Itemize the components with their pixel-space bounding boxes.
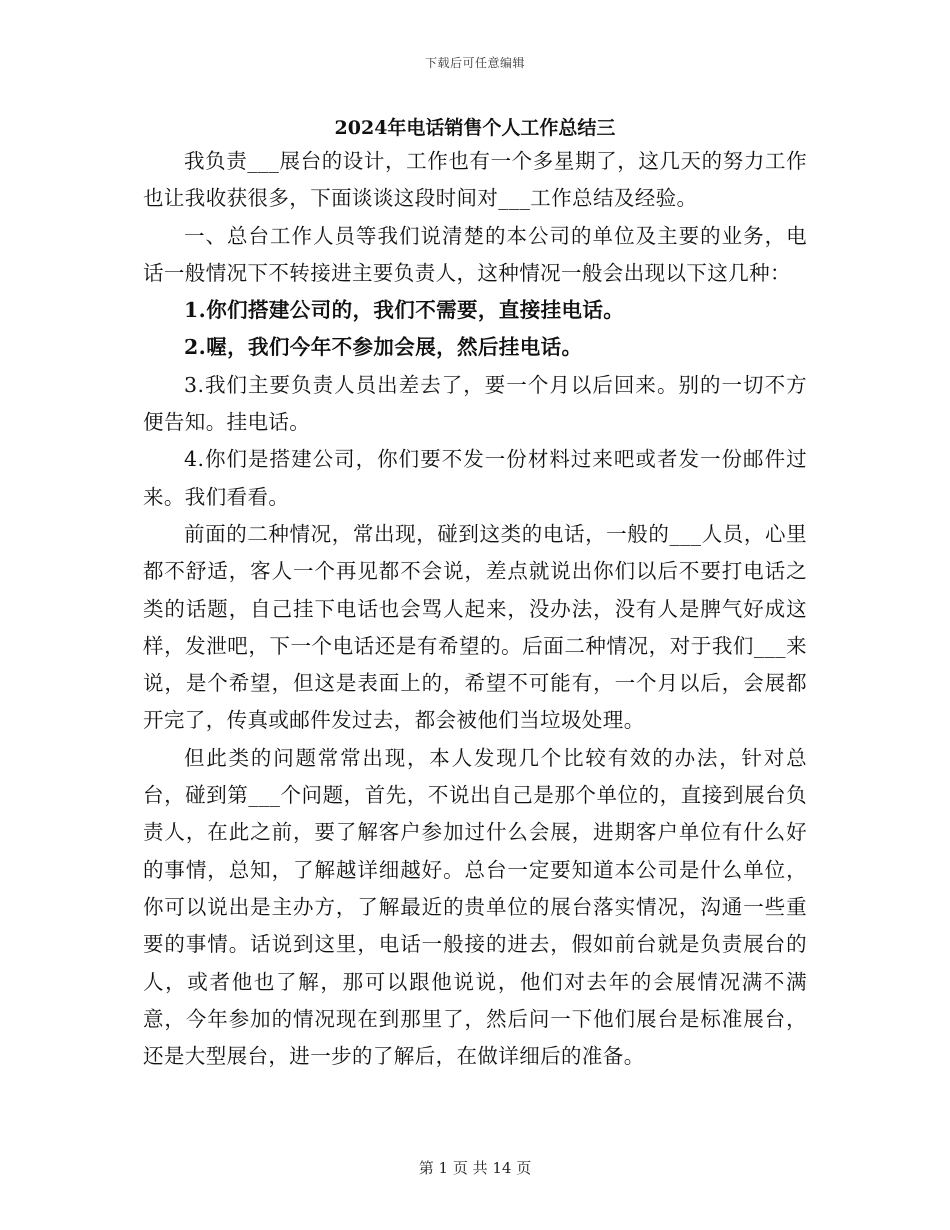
header-note: 下载后可任意编辑 <box>424 56 525 70</box>
list-item-2: 2.喔，我们今年不参加会展，然后挂电话。 <box>184 335 583 360</box>
page-number-footer: 第 1 页 共 14 页 <box>418 1159 532 1177</box>
paragraph-section-one: 一、总台工作人员等我们说清楚的本公司的单位及主要的业务，电话一般情况下不转接进主要负责人，这种情况一般会出现以下这几种： <box>143 223 807 285</box>
list-item-1: 1.你们搭建公司的，我们不需要，直接挂电话。 <box>184 298 625 323</box>
paragraph-intro: 我负责___展台的设计，工作也有一个多星期了，这几天的努力工作也让我收获很多，下面谈谈这段时间对___工作总结及经验。 <box>143 149 807 211</box>
paragraph-analysis: 前面的二种情况，常出现，碰到这类的电话，一般的___人员，心里都不舒适，客人一个再见都不会说，差点就说出你们以后不要打电话之类的话题，自己挂下电话也会骂人起来，没办法，没有人是脾气好成这样，发泄吧，下一个电话还是有希望的。后面二种情况，对于我们___来说，是个希望，但这是表面上的，希望不可能有，一个月以后，会展都开完了，传真或邮件发过去，都会被他们当垃圾处理。 <box>143 521 807 733</box>
list-item-4: 4.你们是搭建公司，你们要不发一份材料过来吧或者发一份邮件过来。我们看看。 <box>143 447 807 509</box>
document-body <box>143 143 807 1075</box>
list-item-3: 3.我们主要负责人员出差去了，要一个月以后回来。别的一切不方便告知。挂电话。 <box>143 372 807 435</box>
paragraph-solution: 但此类的问题常常出现，本人发现几个比较有效的办法，针对总台，碰到第___个问题，首先，不说出自己是那个单位的，直接到展台负责人，在此之前，要了解客户参加过什么会展，进期客户单位有什么好的事情，总知，了解越详细越好。总台一定要知道本公司是什么单位，你可以说出是主办方，了解最近的贵单位的展台落实情况，沟通一些重要的事情。话说到这里，电话一般接的进去，假如前台就是负责展台的人，或者他也了解，那可以跟他说说，他们对去年的会展情况满不满意，今年参加的情况现在到那里了，然后问一下他们展台是标准展台，还是大型展台，进一步的了解后，在做详细后的准备。 <box>143 745 807 1069</box>
document-title: 2024年电话销售个人工作总结三 <box>334 117 616 139</box>
